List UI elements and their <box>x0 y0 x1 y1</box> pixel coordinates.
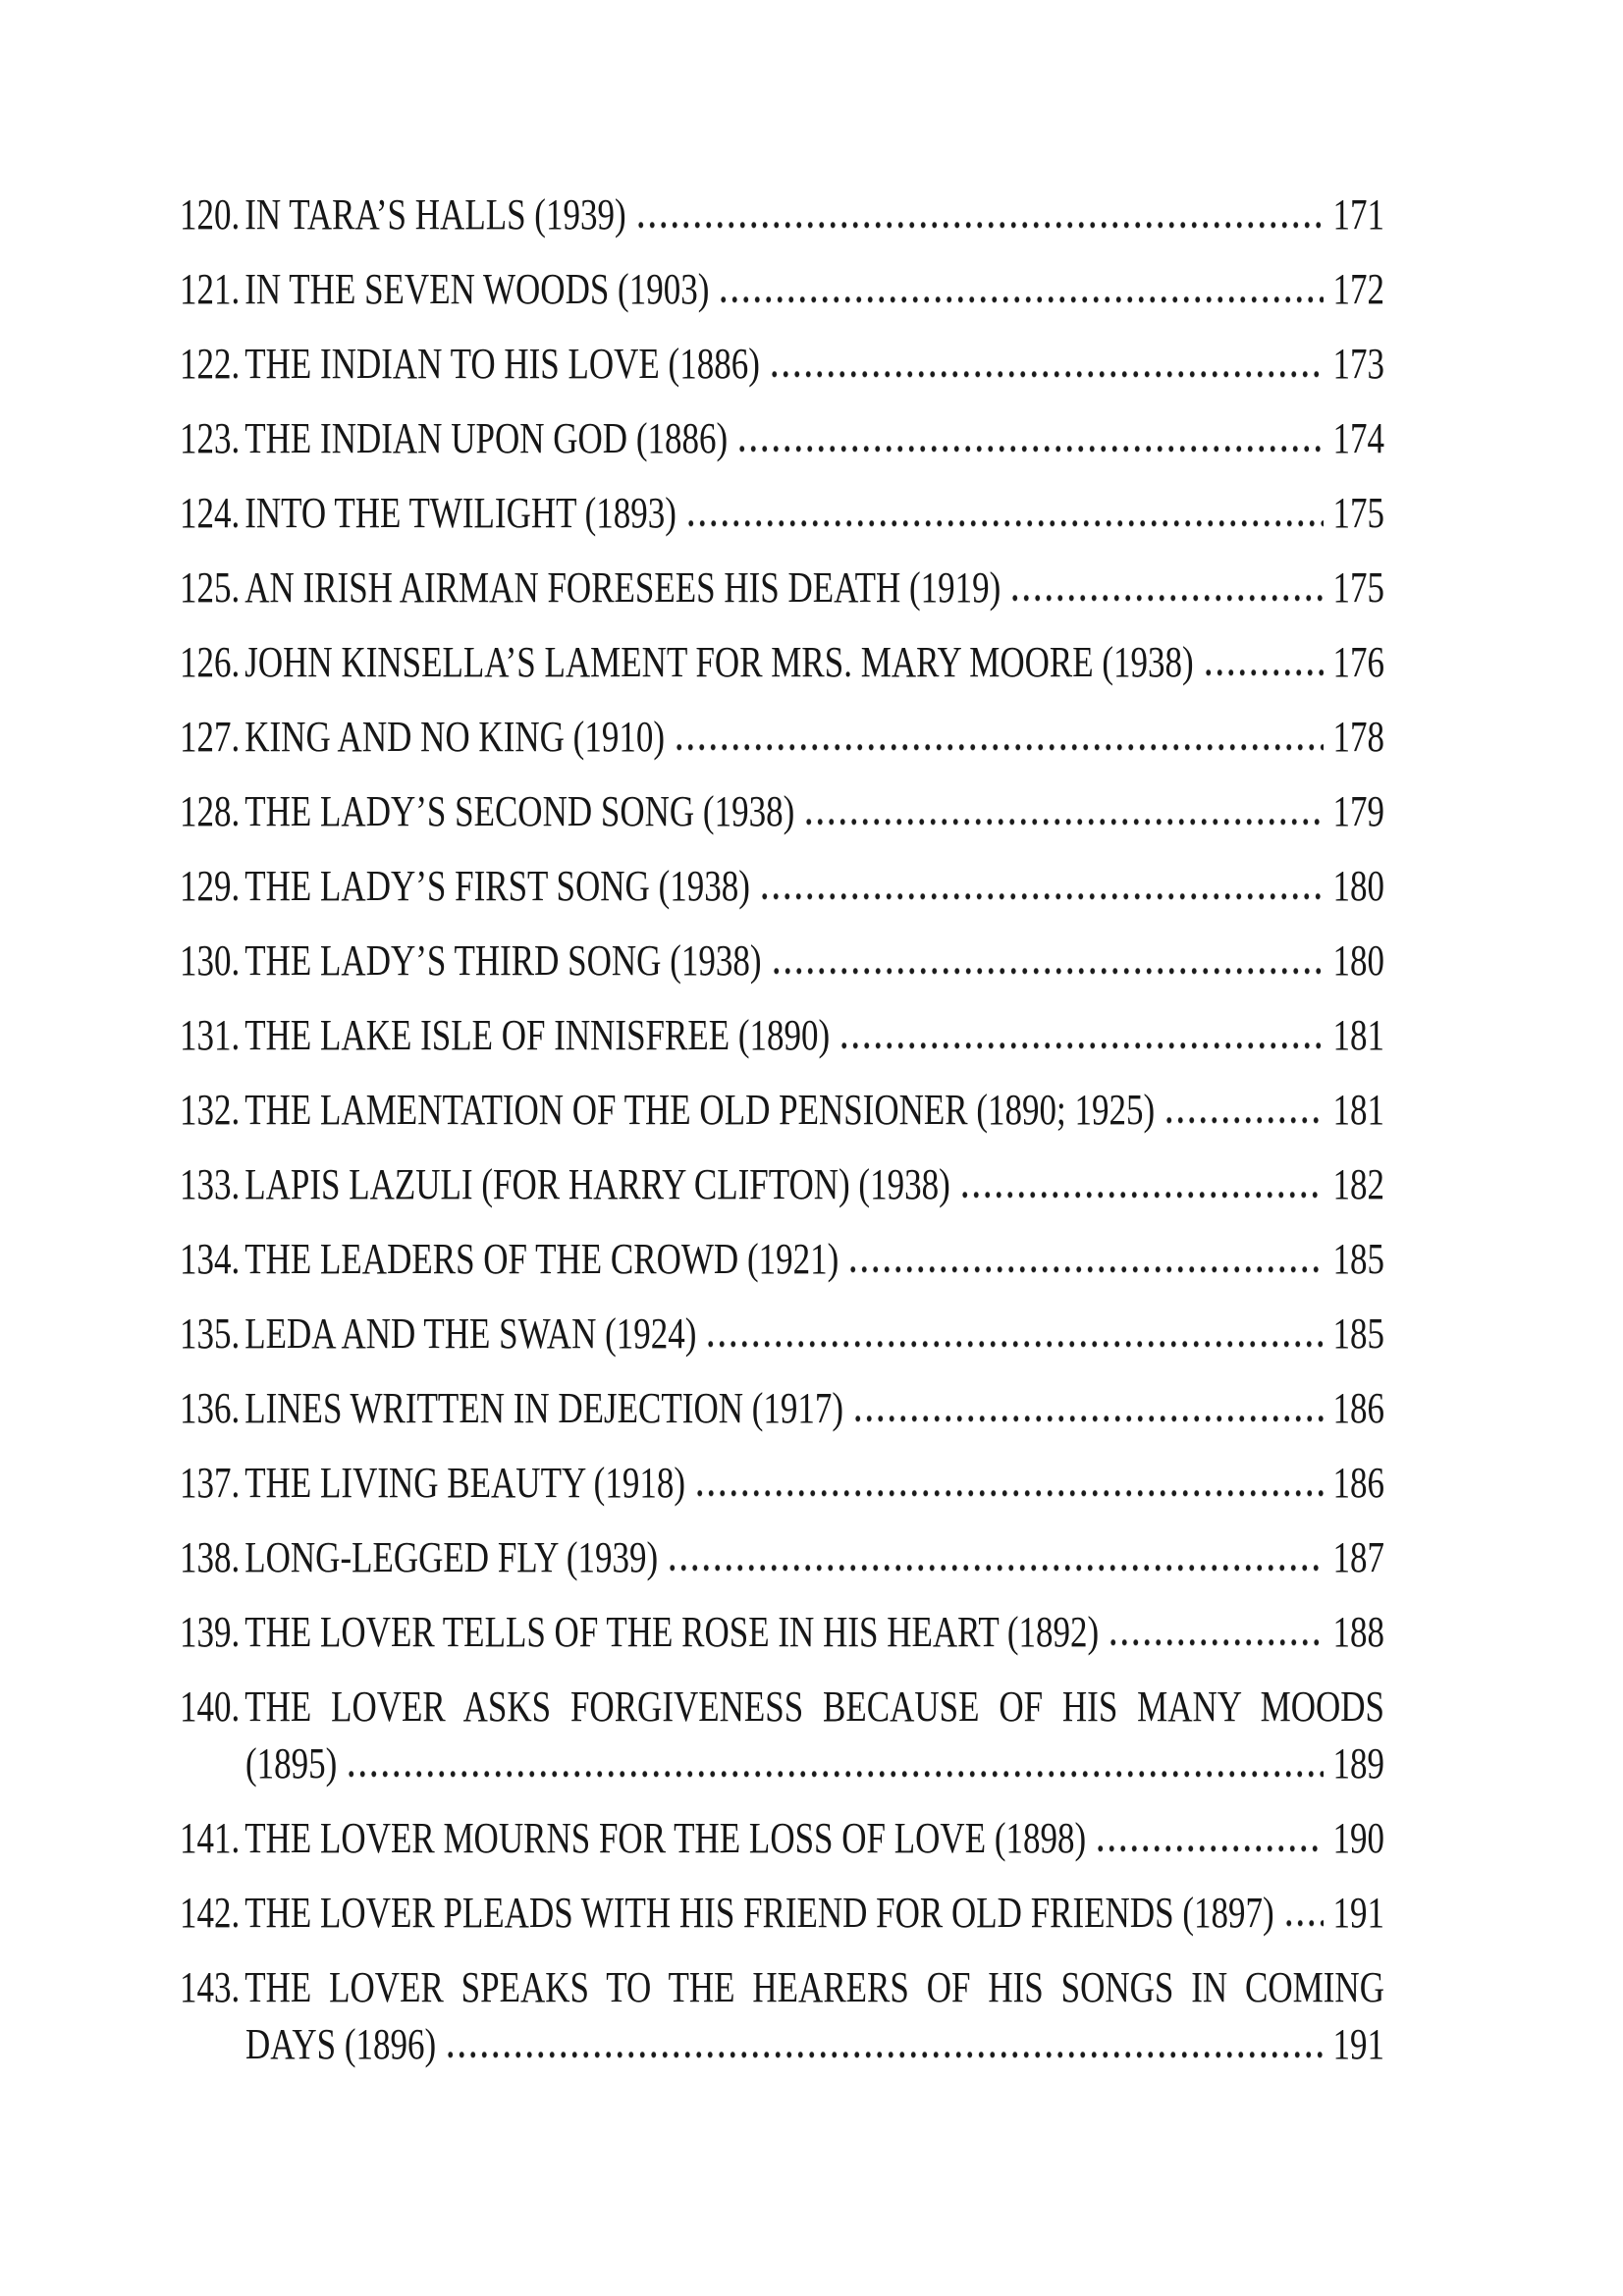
toc-entry <box>180 1007 1384 1064</box>
dot-leader <box>759 892 1324 900</box>
entry-number: 140. <box>180 1682 241 1732</box>
toc-entry-line <box>180 850 1384 923</box>
entry-number: 138. <box>180 1532 241 1582</box>
entry-page-number: 188 <box>1332 1607 1384 1657</box>
entry-page-number: 171 <box>1332 189 1384 240</box>
toc-entry <box>180 560 1384 616</box>
toc-entry <box>180 783 1384 840</box>
dot-leader <box>674 743 1324 751</box>
toc-entry <box>180 1306 1384 1362</box>
toc-entry <box>180 485 1384 542</box>
toc-entry-line <box>180 626 1384 699</box>
toc-entry <box>180 410 1384 467</box>
entry-page-number: 185 <box>1332 1308 1384 1359</box>
entry-page-number: 175 <box>1332 488 1384 538</box>
entry-page-number: 173 <box>1332 339 1384 389</box>
entry-title: IN TARA’S HALLS (1939) <box>244 189 626 240</box>
entry-page-number: 185 <box>1332 1234 1384 1284</box>
toc-entry <box>180 858 1384 915</box>
toc-entry-line <box>180 1522 1384 1594</box>
toc-entry-line <box>180 1877 1384 1949</box>
entry-page-number: 186 <box>1332 1458 1384 1508</box>
toc-entry <box>180 1380 1384 1437</box>
dot-leader <box>445 2051 1323 2058</box>
toc-entry-line-2 <box>180 2008 1384 2081</box>
dot-leader <box>803 818 1323 826</box>
entry-number: 141. <box>180 1813 241 1863</box>
toc-entry-line <box>180 552 1384 624</box>
toc-entry <box>180 933 1384 989</box>
toc-entry-line <box>180 1372 1384 1445</box>
entry-number: 131. <box>180 1010 241 1060</box>
dot-leader <box>667 1564 1323 1572</box>
dot-leader <box>736 445 1323 453</box>
toc-entry <box>180 1679 1384 1792</box>
entry-number: 130. <box>180 935 241 986</box>
entry-number: 142. <box>180 1888 241 1938</box>
toc-entry-line-2 <box>180 1728 1384 1800</box>
entry-number: 128. <box>180 786 241 836</box>
toc-entry <box>180 634 1384 691</box>
toc-entry <box>180 1156 1384 1213</box>
dot-leader <box>635 221 1324 229</box>
entry-title: THE INDIAN TO HIS LOVE (1886) <box>244 339 760 389</box>
toc-entry-line <box>180 253 1384 326</box>
toc-entry <box>180 261 1384 318</box>
toc-entry-line <box>180 1802 1384 1875</box>
toc-entry <box>180 1604 1384 1661</box>
entry-page-number: 182 <box>1332 1159 1384 1209</box>
entry-title: INTO THE TWILIGHT (1893) <box>244 488 676 538</box>
entry-page-number: 181 <box>1332 1085 1384 1135</box>
entry-page-number: 174 <box>1332 413 1384 463</box>
toc-entry <box>180 1082 1384 1139</box>
entry-number: 135. <box>180 1308 241 1359</box>
entry-title: THE LADY’S THIRD SONG (1938) <box>244 935 762 986</box>
toc-entry-line <box>180 775 1384 848</box>
toc-entry-line <box>180 1148 1384 1221</box>
entry-number: 137. <box>180 1458 241 1508</box>
toc-entry <box>180 1529 1384 1586</box>
toc-entry-line <box>180 1447 1384 1520</box>
entry-page-number: 172 <box>1332 264 1384 314</box>
entry-page-number: 190 <box>1332 1813 1384 1863</box>
entry-number: 124. <box>180 488 241 538</box>
entry-page-number: 189 <box>1332 1738 1384 1789</box>
dot-leader <box>1203 668 1324 676</box>
entry-page-number: 180 <box>1332 935 1384 986</box>
toc-entry-line <box>180 999 1384 1072</box>
table-of-contents <box>180 187 1384 2091</box>
toc-entry-line <box>180 477 1384 550</box>
entry-title: THE INDIAN UPON GOD (1886) <box>244 413 729 463</box>
entry-title: THE LEADERS OF THE CROWD (1921) <box>244 1234 839 1284</box>
entry-number: 133. <box>180 1159 241 1209</box>
entry-title: THE LOVER PLEADS WITH HIS FRIEND FOR OLD FRIENDS (1897) <box>244 1888 1274 1938</box>
dot-leader <box>694 1489 1324 1497</box>
toc-entry-line <box>180 179 1384 251</box>
toc-entry-line <box>180 1223 1384 1296</box>
toc-entry <box>180 1959 1384 2073</box>
entry-page-number: 178 <box>1332 712 1384 762</box>
entry-number: 139. <box>180 1607 241 1657</box>
dot-leader <box>1095 1844 1323 1852</box>
entry-page-number: 181 <box>1332 1010 1384 1060</box>
dot-leader <box>705 1340 1323 1348</box>
entry-title-line1: THE LOVER ASKS FORGIVENESS BECAUSE OF HIS MANY MOODS <box>244 1682 1384 1732</box>
dot-leader <box>718 295 1323 303</box>
dot-leader <box>1283 1919 1324 1927</box>
entry-title: THE LADY’S SECOND SONG (1938) <box>244 786 795 836</box>
dot-leader <box>847 1265 1323 1273</box>
entry-title: LONG-LEGGED FLY (1939) <box>244 1532 659 1582</box>
entry-number: 143. <box>180 1962 241 2012</box>
entry-page-number: 187 <box>1332 1532 1384 1582</box>
toc-entry-line <box>180 1074 1384 1147</box>
dot-leader <box>852 1415 1323 1422</box>
entry-page-number: 180 <box>1332 861 1384 911</box>
entry-title: THE LAKE ISLE OF INNISFREE (1890) <box>244 1010 831 1060</box>
entry-number: 127. <box>180 712 241 762</box>
entry-number: 120. <box>180 189 241 240</box>
entry-title: LAPIS LAZULI (FOR HARRY CLIFTON) (1938) <box>244 1159 950 1209</box>
entry-number: 134. <box>180 1234 241 1284</box>
entry-number: 132. <box>180 1085 241 1135</box>
entry-page-number: 175 <box>1332 562 1384 613</box>
dot-leader <box>769 370 1324 378</box>
entry-number: 122. <box>180 339 241 389</box>
toc-entry-line <box>180 1596 1384 1669</box>
entry-title: THE LOVER MOURNS FOR THE LOSS OF LOVE (1898) <box>244 1813 1087 1863</box>
entry-number: 121. <box>180 264 241 314</box>
entry-title-line1: THE LOVER SPEAKS TO THE HEARERS OF HIS SONGS IN COMING <box>244 1962 1384 2012</box>
entry-title-line2: (1895) <box>245 1738 338 1789</box>
entry-number: 126. <box>180 637 241 687</box>
toc-entry-line <box>180 701 1384 774</box>
entry-page-number: 176 <box>1332 637 1384 687</box>
dot-leader <box>685 519 1324 527</box>
toc-entry-line <box>180 402 1384 475</box>
toc-entry <box>180 1885 1384 1942</box>
dot-leader <box>1108 1638 1323 1646</box>
dot-leader <box>346 1770 1323 1778</box>
toc-entry-line <box>180 328 1384 400</box>
toc-entry <box>180 336 1384 393</box>
entry-number: 125. <box>180 562 241 613</box>
entry-page-number: 186 <box>1332 1383 1384 1433</box>
dot-leader <box>771 967 1324 975</box>
toc-entry <box>180 1810 1384 1867</box>
dot-leader <box>1009 594 1323 602</box>
dot-leader <box>1163 1116 1323 1124</box>
entry-number: 136. <box>180 1383 241 1433</box>
toc-entry <box>180 187 1384 243</box>
dot-leader <box>959 1191 1324 1199</box>
toc-entry-line <box>180 1298 1384 1370</box>
entry-page-number: 191 <box>1332 2019 1384 2069</box>
entry-title: THE LIVING BEAUTY (1918) <box>244 1458 685 1508</box>
entry-number: 123. <box>180 413 241 463</box>
entry-title: THE LADY’S FIRST SONG (1938) <box>244 861 750 911</box>
entry-title: KING AND NO KING (1910) <box>244 712 665 762</box>
entry-page-number: 191 <box>1332 1888 1384 1938</box>
entry-number: 129. <box>180 861 241 911</box>
toc-entry <box>180 1455 1384 1512</box>
entry-title-line2: DAYS (1896) <box>245 2019 437 2069</box>
dot-leader <box>839 1041 1323 1049</box>
entry-page-number: 179 <box>1332 786 1384 836</box>
entry-title: LEDA AND THE SWAN (1924) <box>244 1308 697 1359</box>
entry-title: AN IRISH AIRMAN FORESEES HIS DEATH (1919) <box>244 562 1001 613</box>
toc-entry <box>180 709 1384 766</box>
entry-title: LINES WRITTEN IN DEJECTION (1917) <box>244 1383 844 1433</box>
toc-entry-line <box>180 925 1384 997</box>
entry-title: THE LOVER TELLS OF THE ROSE IN HIS HEART (1892) <box>244 1607 1100 1657</box>
toc-entry <box>180 1231 1384 1288</box>
entry-title: JOHN KINSELLA’S LAMENT FOR MRS. MARY MOORE (1938) <box>244 637 1194 687</box>
entry-title: THE LAMENTATION OF THE OLD PENSIONER (1890; 1925) <box>244 1085 1156 1135</box>
entry-title: IN THE SEVEN WOODS (1903) <box>244 264 710 314</box>
